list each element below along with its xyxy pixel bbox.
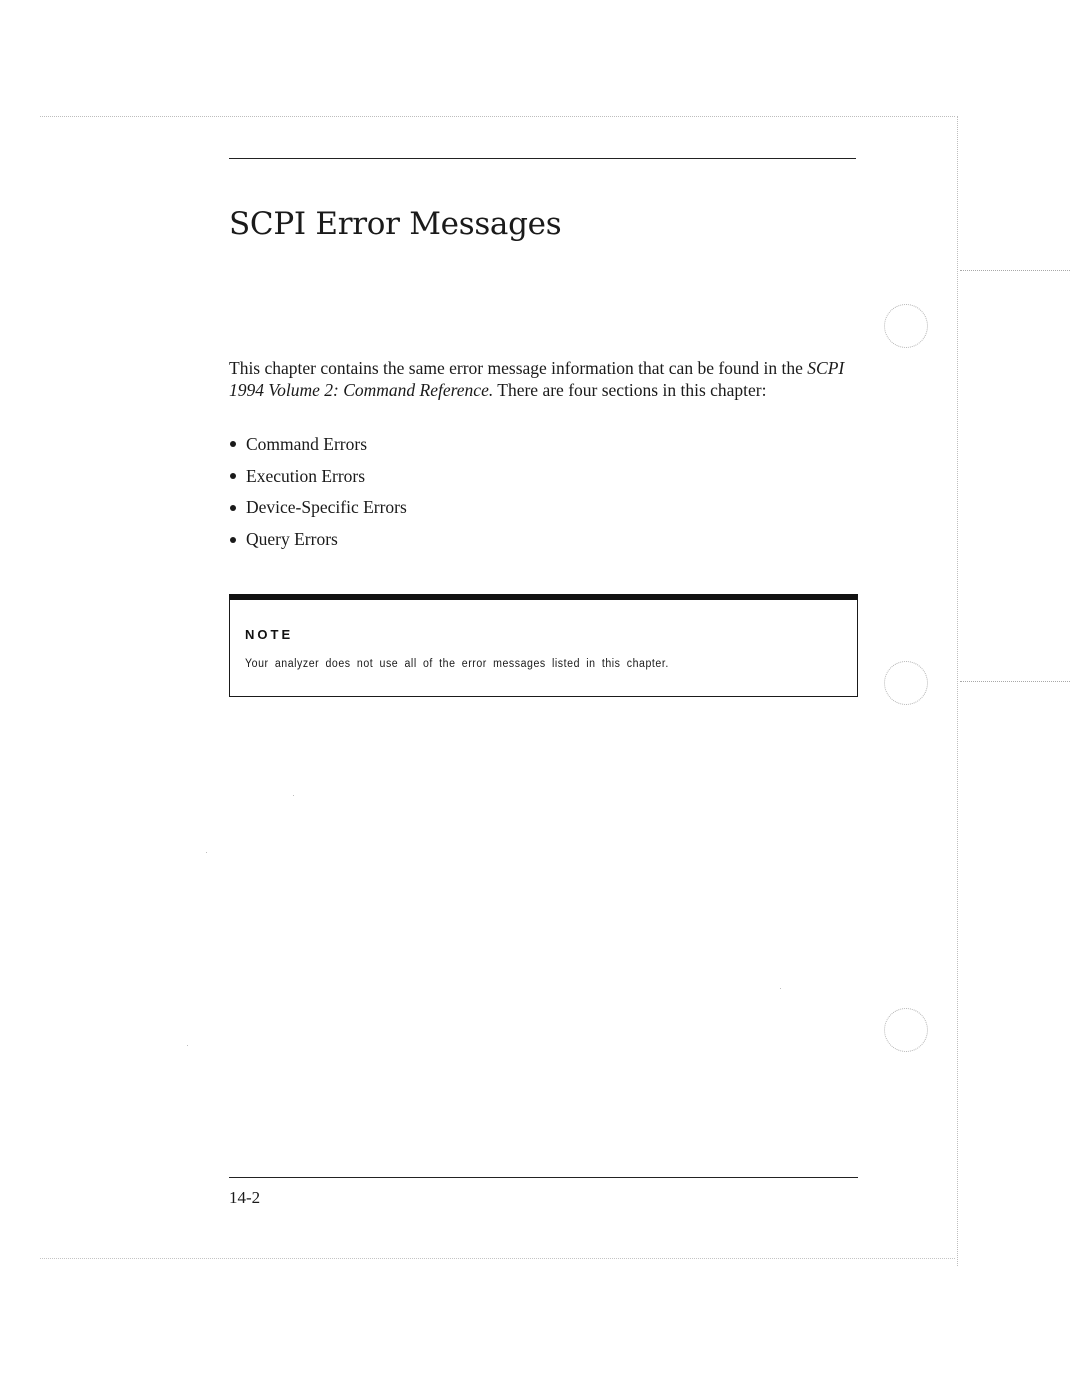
note-label: NOTE [245, 627, 294, 642]
bullet-icon [230, 505, 236, 511]
scan-speck [187, 1045, 188, 1046]
scan-border-right [957, 116, 958, 1266]
page-title: SCPI Error Messages [229, 206, 562, 242]
list-item [229, 527, 407, 559]
note-text: Your analyzer does not use all of the error messages listed in this chapter. [245, 658, 669, 670]
scan-speck [206, 852, 207, 853]
bullet-icon [230, 537, 236, 543]
scan-border-bottom [40, 1258, 955, 1259]
list-item-label: Query Errors [246, 529, 338, 550]
footer-rule [229, 1177, 858, 1178]
scan-speck [780, 988, 781, 989]
intro-text-start: This chapter contains the same error message information that can be found in the [229, 358, 808, 378]
punch-hole-icon [884, 304, 928, 348]
reference-title: SCPI 1994 Volume 2: Command Reference. [229, 358, 845, 400]
intro-text-end: There are four sections in this chapter: [493, 379, 767, 400]
punch-hole-icon [884, 1008, 928, 1052]
scan-border-top [40, 116, 955, 117]
section-list [229, 432, 407, 559]
page-number: 14-2 [229, 1188, 261, 1207]
list-item [229, 464, 407, 496]
intro-paragraph [229, 358, 859, 401]
header-rule [229, 158, 856, 159]
list-item-label: Execution Errors [246, 465, 366, 486]
edge-mark [960, 270, 1070, 271]
list-item-label: Command Errors [246, 434, 368, 454]
scan-speck [293, 795, 294, 796]
bullet-icon [230, 441, 236, 447]
bullet-icon [230, 473, 236, 479]
list-item [229, 495, 407, 527]
punch-hole-icon [884, 661, 928, 705]
list-item-label: Device-Specific Errors [246, 497, 407, 518]
list-item [229, 432, 407, 464]
edge-mark [960, 681, 1070, 682]
note-box [229, 594, 858, 697]
